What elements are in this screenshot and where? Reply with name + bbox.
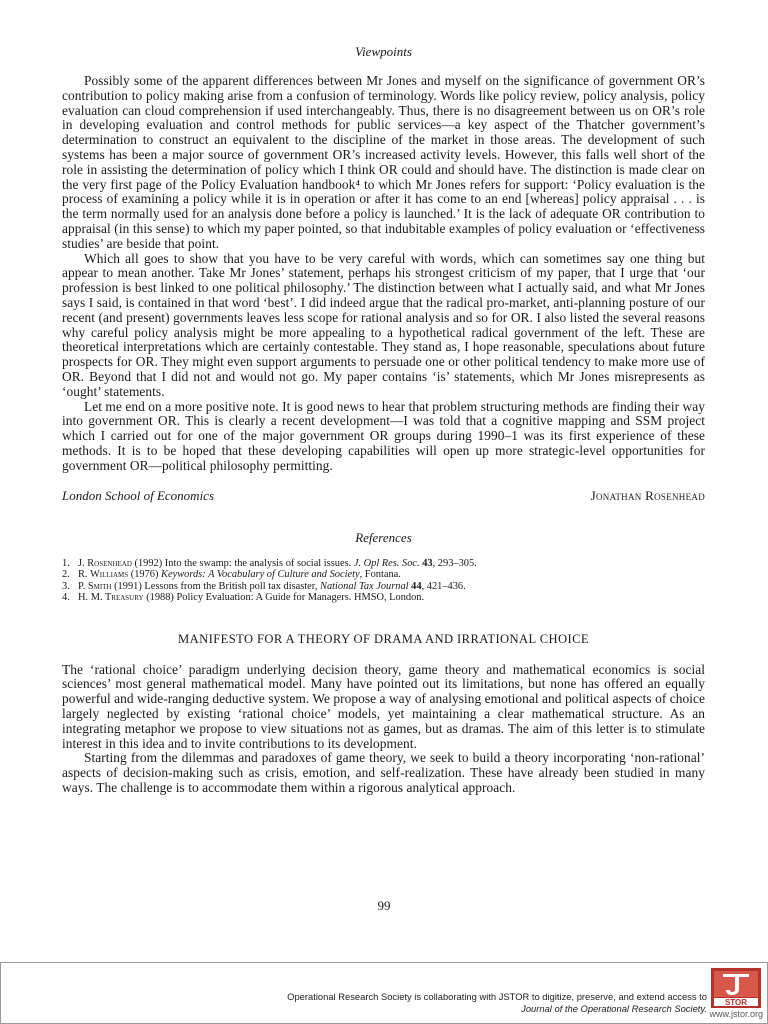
page-content xyxy=(62,44,705,796)
reference-item: 1. J. Rosenhead (1992) Into the swamp: the analysis of social issues. J. Opl Res. Soc. 43, 293–305. xyxy=(62,557,477,569)
jstor-notice xyxy=(287,991,707,1014)
article-title: MANIFESTO FOR A THEORY OF DRAMA AND IRRATIONAL CHOICE xyxy=(178,631,589,646)
paragraph-manifesto-2: Starting from the dilemmas and paradoxes of game theory, we seek to build a theory incorporating ‘non-rational’ aspects of decision-making such as crisis, emotion, and self-realization. These have already been studied in many ways. The challenge is to accommodate them within a rigorous analytical approach. xyxy=(62,750,705,795)
references-heading: References xyxy=(355,529,412,545)
author-affiliation: London School of Economics xyxy=(62,487,215,503)
jstor-notice-journal[interactable]: Journal of the Operational Research Society. xyxy=(521,1002,707,1014)
jstor-url[interactable]: www.jstor.org xyxy=(709,1009,763,1019)
jstor-logo-icon[interactable] xyxy=(711,968,761,1008)
paragraph-viewpoint-3: Let me end on a more positive note. It is good news to hear that problem structuring methods are finding their way into government OR. This is clearly a recent development—I was told that a cognitive mapping and SSM project which I carried out for one of the major government OR groups during 1990–1 was its first experience of these methods. It is to be hoped that these developing capabilities will open up more strategic-level opportunities for government OR—political philosophy permitting. xyxy=(62,398,705,473)
reference-item: 2. R. Williams (1976) Keywords: A Vocabulary of Culture and Society, Fontana. xyxy=(62,569,401,581)
jstor-notice-line1: Operational Research Society is collaborating with JSTOR to digitize, preserve, and extend access to xyxy=(287,991,707,1002)
reference-item: 4. H. M. Treasury (1988) Policy Evaluation: A Guide for Managers. HMSO, London. xyxy=(62,592,425,604)
paragraph-manifesto-1: The ‘rational choice’ paradigm underlying decision theory, game theory and mathematical economics is social sciences’ most general mathematical model. Many have pointed out its limitations, but none has offered an equally powerful and wide-ranging deductive system. We propose a way of analysing emotional and political aspects of choice largely neglected by existing ‘rational choice’ models, yet maintaining a clear mathematical structure. As an integrating metaphor we propose to view situations not as games, but as dramas. The aim of this letter is to stimulate interest in this idea and to invite contributions to its development. xyxy=(62,661,705,751)
running-head: Viewpoints xyxy=(355,44,412,59)
page-number: 99 xyxy=(377,898,391,913)
paragraph-viewpoint-2: Which all goes to show that you have to be very careful with words, which can sometimes say one thing but appear to mean another. Take Mr Jones’ statement, perhaps his strongest criticism of my paper, that I urge that ‘our profession is best linked to one political philosophy.’ The distinction between what I actually said, and what Mr Jones says I said, is contained in that word ‘best’. I did indeed argue that the radical pro-market, anti-planning posture of our recent (and present) governments leaves less scope for rational analysis and so for OR. I also listed the several reasons why careful policy analysis might be more appealing to a hypothetical radical government of the left. These are theoretical interpretations which are certainly contestable. They stand as, I hope reasonable, speculations about future prospects for OR. They might even support arguments to persuade one or other political tendency to make more use of OR. Beyond that I did not and would not go. My paper contains ‘is’ statements, which Mr Jones misrepresents as ‘ought’ statements. xyxy=(62,250,705,399)
references-list xyxy=(62,558,705,604)
svg-text:STOR: STOR xyxy=(724,998,748,1007)
signoff xyxy=(62,488,705,504)
jstor-footer xyxy=(0,962,768,1024)
reference-item: 3. P. Smith (1991) Lessons from the British poll tax disaster, National Tax Journal 44, 421–436. xyxy=(62,580,466,592)
author-name: Jonathan Rosenhead xyxy=(590,487,705,503)
paragraph-viewpoint-1: Possibly some of the apparent differences between Mr Jones and myself on the significance of government OR’s contribution to policy making arise from a confusion of terminology. Words like policy review, policy analysis, policy evaluation can cloud comprehension if used interchangeably. Thus, there is no disagreement between us on OR’s role in developing evaluation and control methods for public services—a key aspect of the Thatcher government’s determination to construct an equivalent to the discipline of the market in those areas. The development of such systems has been a major source of government OR’s increased activity levels. However, this falls well short of the role in assisting the determination of policy which I think OR could and should have. The distinction is made clear on the very first page of the Policy Evaluation handbook⁴ to which Mr Jones refers for support: ‘Policy evaluation is the process of examining a policy while it is in operation or after it has come to an end [whereas] policy appraisal . . . is the term normally used for an analysis done before a policy is launched.’ It is the lack of adequate OR contribution to appraisal (in this sense) to which my paper pointed, so that indubitable examples of policy evaluation or ‘effectiveness studies’ are beside that point. xyxy=(62,73,705,251)
